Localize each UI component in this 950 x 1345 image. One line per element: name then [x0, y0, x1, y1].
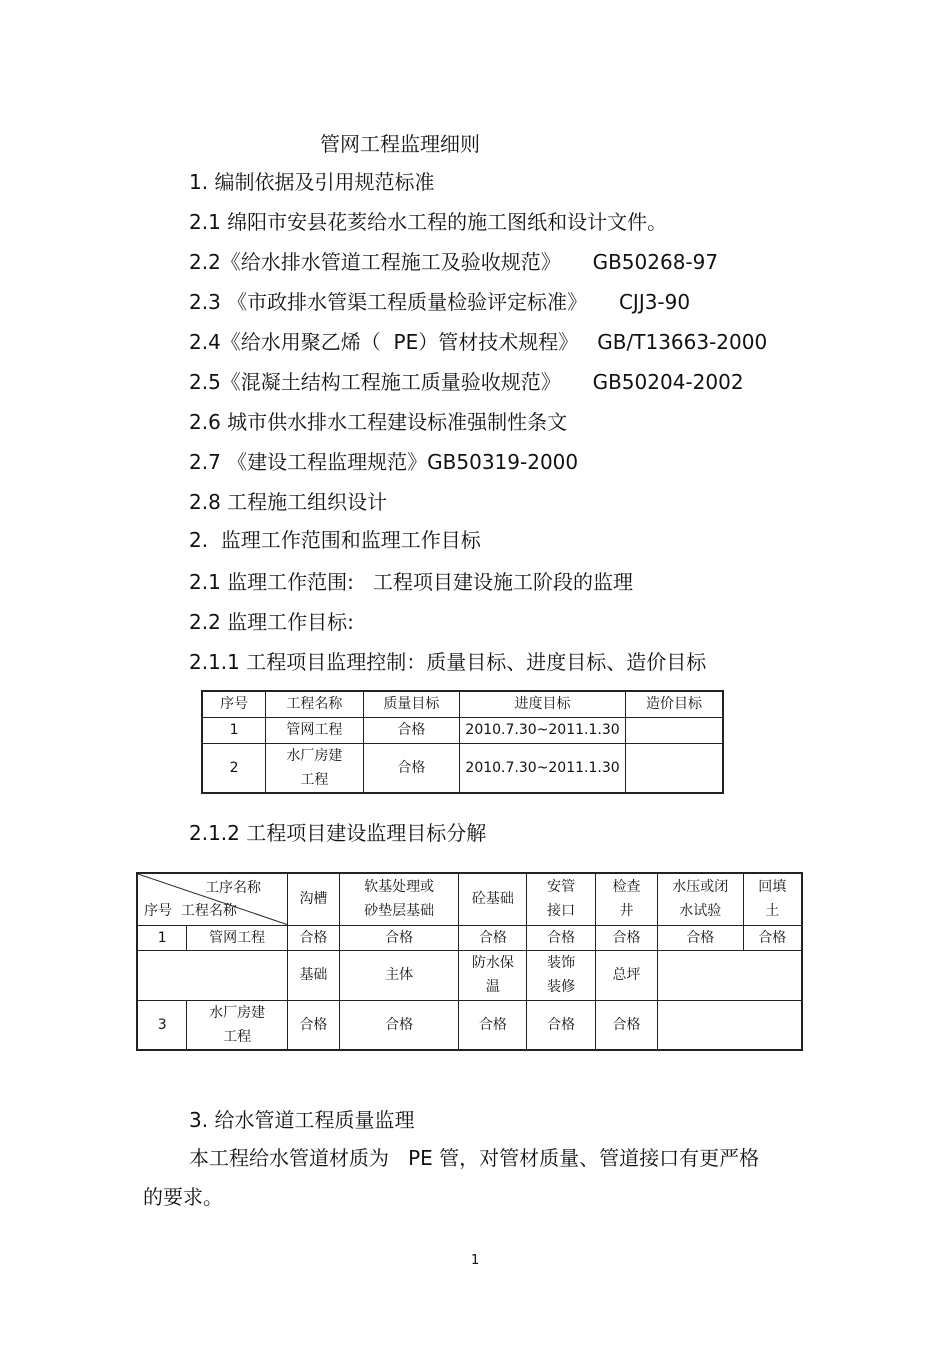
table-cell: 合格 [288, 1000, 340, 1050]
ref-2-6: 2.6 城市供水排水工程建设标准强制性条文 [189, 410, 568, 434]
table-cell: 水厂房建 工程 [187, 1000, 288, 1050]
table-cell: 合格 [459, 925, 527, 950]
table-header: 质量目标 [363, 691, 459, 717]
table-subheader: 主体 [339, 950, 459, 1000]
table-cell [626, 743, 724, 793]
table-subheader: 总坪 [596, 950, 658, 1000]
target-table [201, 690, 724, 794]
table-cell: 合格 [288, 925, 340, 950]
table-cell [137, 950, 288, 1000]
table-cell [626, 717, 724, 743]
table-header: 造价目标 [626, 691, 724, 717]
table-subheader: 装饰 装修 [527, 950, 596, 1000]
table-header: 安管 接口 [527, 873, 596, 925]
goal-2-1-2: 2.1.2 工程项目建设监理目标分解 [189, 821, 487, 845]
corner-bottom-label: 序号 工程名称 [144, 902, 237, 919]
table-cell: 合格 [657, 925, 743, 950]
ref-2-5: 2.5《混凝土结构工程施工质量验收规范》 GB50204-2002 [189, 370, 744, 394]
ref-2-2: 2.2《给水排水管道工程施工及验收规范》 GB50268-97 [189, 250, 719, 274]
ref-2-3: 2.3 《市政排水管渠工程质量检验评定标准》 CJJ3-90 [189, 290, 691, 314]
table-cell: 合格 [339, 1000, 459, 1050]
heading-2: 2. 监理工作范围和监理工作目标 [189, 528, 481, 552]
table-cell: 2010.7.30~2011.1.30 [460, 717, 626, 743]
table-cell: 合格 [743, 925, 802, 950]
table-header: 沟槽 [288, 873, 340, 925]
heading-3: 3. 给水管道工程质量监理 [189, 1108, 415, 1132]
corner-cell [137, 873, 288, 925]
breakdown-table [136, 872, 803, 1051]
ref-2-7: 2.7 《建设工程监理规范》GB50319-2000 [189, 450, 579, 474]
table-cell: 合格 [339, 925, 459, 950]
table-row [137, 950, 802, 1000]
body-paragraph-line-2: 的要求。 [143, 1185, 223, 1209]
ref-2-4: 2.4《给水用聚乙烯（ PE）管材技术规程》 GB/T13663-2000 [189, 330, 768, 354]
body-paragraph-line-1: 本工程给水管道材质为 PE 管，对管材质量、管道接口有更严格 [189, 1146, 760, 1170]
goal-2-2: 2.2 监理工作目标: [189, 610, 354, 634]
table-cell: 2010.7.30~2011.1.30 [460, 743, 626, 793]
table-cell: 合格 [596, 1000, 658, 1050]
table-header: 砼基础 [459, 873, 527, 925]
table-cell: 3 [137, 1000, 187, 1050]
table-row [202, 717, 723, 743]
document-title: 管网工程监理细则 [320, 132, 480, 156]
table-header: 进度目标 [460, 691, 626, 717]
table-cell: 合格 [527, 925, 596, 950]
table-row [202, 743, 723, 793]
table-cell: 合格 [363, 717, 459, 743]
table-row [137, 1000, 802, 1050]
table-cell: 2 [202, 743, 266, 793]
table-subheader: 基础 [288, 950, 340, 1000]
table-cell [657, 1000, 802, 1050]
table-cell: 合格 [527, 1000, 596, 1050]
table-cell: 合格 [459, 1000, 527, 1050]
table-cell: 合格 [596, 925, 658, 950]
table-subheader: 防水保 温 [459, 950, 527, 1000]
page-number: 1 [471, 1253, 480, 1268]
corner-top-label: 工序名称 [205, 880, 262, 896]
ref-2-1: 2.1 绵阳市安县花荄给水工程的施工图纸和设计文件。 [189, 210, 668, 234]
table-header: 水压或闭 水试验 [657, 873, 743, 925]
table-cell [657, 950, 802, 1000]
scope-2-1: 2.1 监理工作范围: 工程项目建设施工阶段的监理 [189, 570, 633, 594]
table-cell: 1 [137, 925, 187, 950]
table-header: 工程名称 [266, 691, 363, 717]
table-cell: 管网工程 [266, 717, 363, 743]
table-header: 检查 井 [596, 873, 658, 925]
table-cell: 合格 [363, 743, 459, 793]
goal-2-1-1: 2.1.1 工程项目监理控制：质量目标、进度目标、造价目标 [189, 650, 707, 674]
ref-2-8: 2.8 工程施工组织设计 [189, 490, 388, 514]
table-header: 序号 [202, 691, 266, 717]
table-cell: 管网工程 [187, 925, 288, 950]
table-cell: 1 [202, 717, 266, 743]
heading-1: 1. 编制依据及引用规范标准 [189, 170, 435, 194]
table-header: 软基处理或 砂垫层基础 [339, 873, 459, 925]
table-header: 回填 土 [743, 873, 802, 925]
table-row [137, 925, 802, 950]
table-cell: 水厂房建 工程 [266, 743, 363, 793]
